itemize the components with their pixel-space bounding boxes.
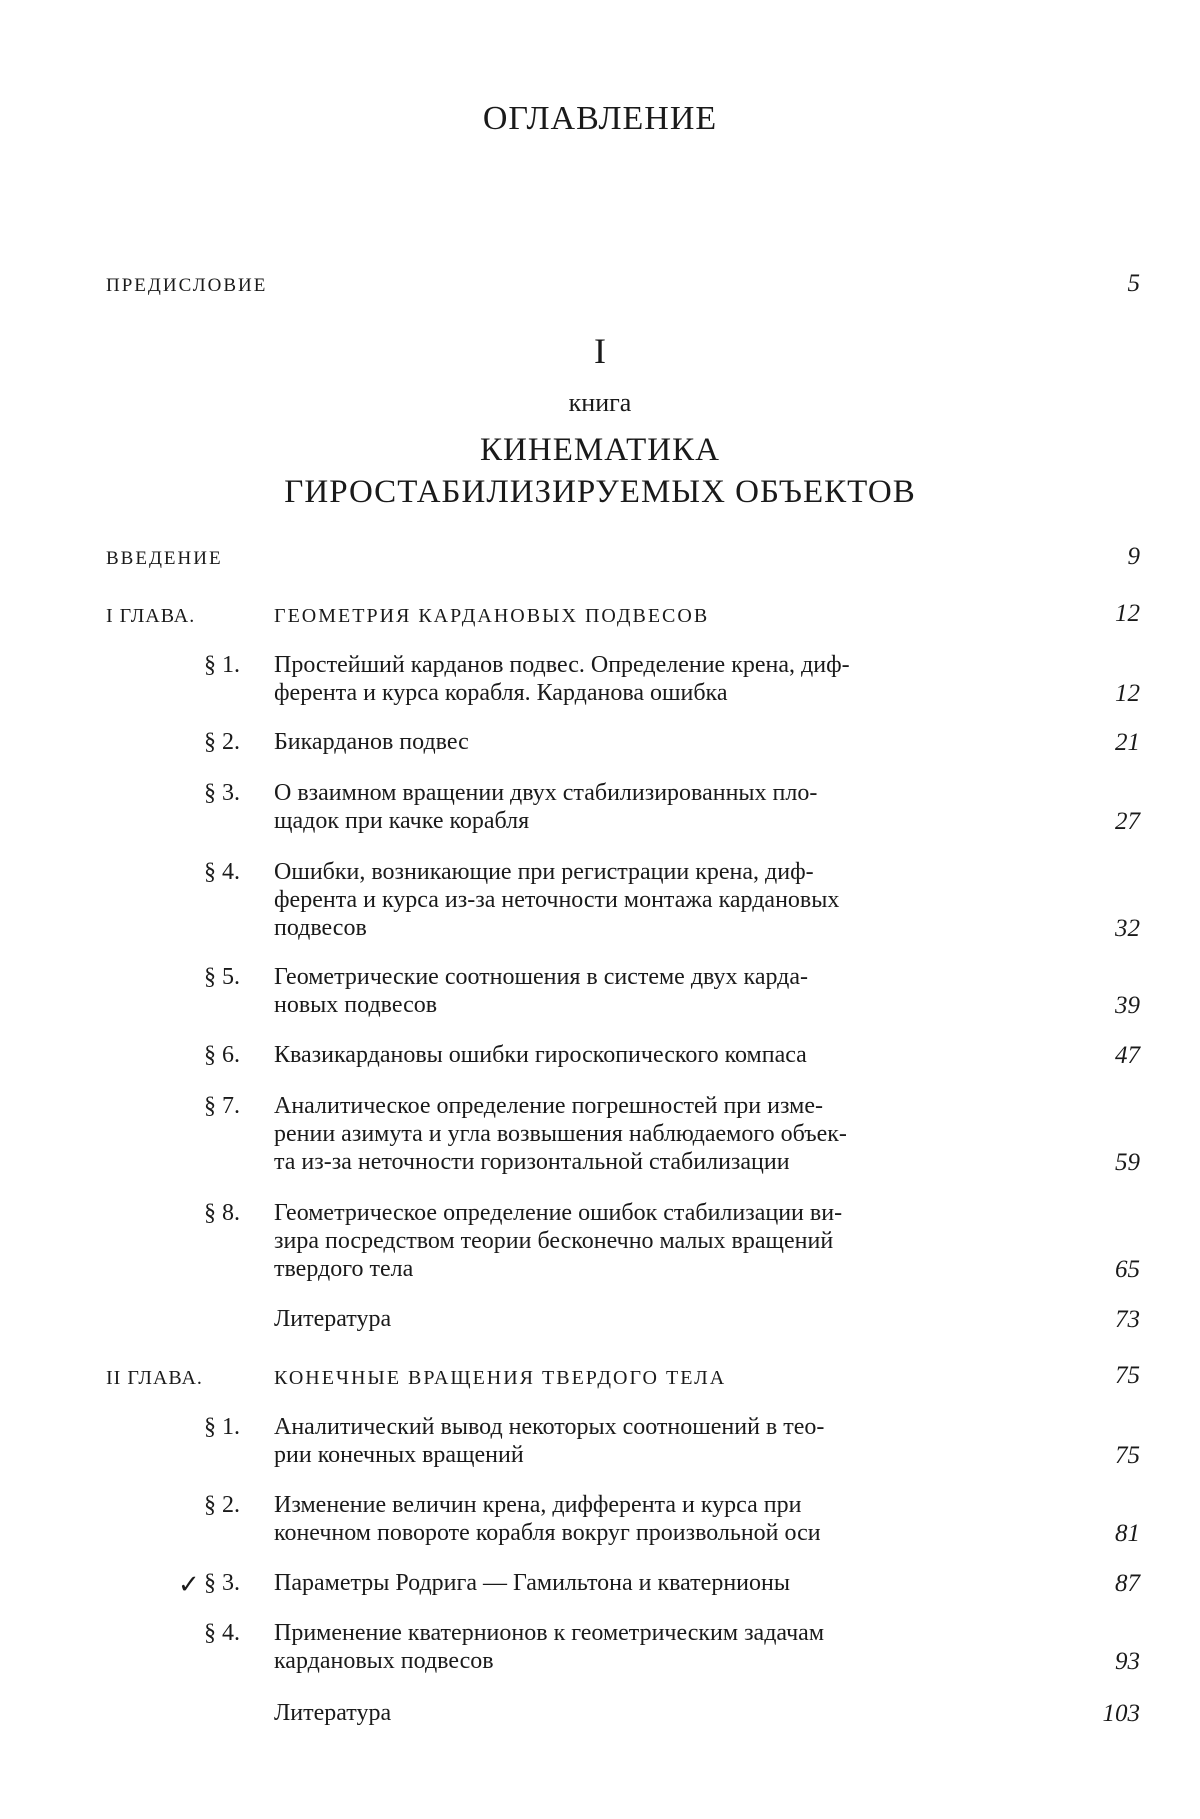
section-title-line: О взаимном вращении двух стабилизированных пло- [274,780,818,806]
section-page: 27 [1115,808,1140,835]
section-title-line: Простейший карданов подвес. Определение крена, диф- [274,652,850,678]
section-number: § 3. [204,780,240,806]
book-title-line2: ГИРОСТАБИЛИЗИРУЕМЫХ ОБЪЕКТОВ [284,474,916,510]
section-title-line: ферента и курса корабля. Карданова ошибка [274,680,728,706]
section-number: § 1. [204,1414,240,1440]
section-title-line: Аналитический вывод некоторых соотношений в тео- [274,1414,825,1440]
introduction-page: 9 [1127,543,1140,570]
literature-page: 73 [1115,1306,1140,1333]
literature-label: Литература [274,1700,392,1726]
section-number: § 7. [204,1093,240,1119]
section-page: 75 [1115,1442,1140,1469]
section-number: § 2. [204,729,240,755]
section-number: § 3. [204,1570,240,1596]
section-title-line: новых подвесов [274,992,438,1018]
section-title-line: ферента и курса из-за неточности монтажа кардановых [274,887,840,913]
section-title-line: кардановых подвесов [274,1648,494,1674]
section-number: § 8. [204,1200,240,1226]
section-page: 65 [1115,1256,1140,1283]
section-title-line: подвесов [274,915,367,941]
section-number: § 5. [204,964,240,990]
chapter-page: 12 [1115,600,1140,627]
section-title-line: Аналитическое определение погрешностей при изме- [274,1093,823,1119]
section-page: 21 [1115,729,1140,756]
section-number: § 6. [204,1042,240,1068]
book-number: I [594,331,606,371]
section-page: 12 [1115,680,1140,707]
section-number: § 2. [204,1492,240,1518]
literature-page: 103 [1102,1700,1140,1727]
section-title-line: Квазикардановы ошибки гироскопического компаса [274,1042,807,1068]
section-page: 87 [1115,1570,1140,1597]
page-title: ОГЛАВЛЕНИЕ [482,100,718,137]
section-page: 47 [1115,1042,1140,1069]
section-page: 39 [1115,992,1140,1019]
chapter-title: КОНЕЧНЫЕ ВРАЩЕНИЯ ТВЕРДОГО ТЕЛА [274,1367,727,1389]
section-title-line: рении азимута и угла возвышения наблюдаемого объек- [274,1121,847,1147]
section-number: § 1. [204,652,240,678]
preface-page: 5 [1127,270,1140,297]
section-title-line: та из-за неточности горизонтальной стабилизации [274,1149,790,1175]
section-page: 59 [1115,1149,1140,1176]
section-title-line: щадок при качке корабля [274,808,530,834]
section-title-line: рии конечных вращений [274,1442,524,1468]
chapter-label: II ГЛАВА. [106,1367,203,1389]
section-number: § 4. [204,1620,240,1646]
book-title-line1: КИНЕМАТИКА [480,432,720,468]
section-title-line: твердого тела [274,1256,414,1282]
preface-label: ПРЕДИСЛОВИЕ [106,275,268,296]
section-page: 32 [1115,915,1140,942]
chapter-page: 75 [1115,1362,1140,1389]
section-title-line: Геометрические соотношения в системе двух карда- [274,964,809,990]
book-word: книга [568,388,632,417]
section-page: 93 [1115,1648,1140,1675]
section-title-line: Параметры Родрига — Гамильтона и кватернионы [274,1570,790,1596]
section-title-line: Геометрическое определение ошибок стабилизации ви- [274,1200,843,1226]
introduction-label: ВВЕДЕНИЕ [106,548,223,569]
section-title-line: Изменение величин крена, дифферента и курса при [274,1492,802,1518]
section-title-line: Ошибки, возникающие при регистрации крена, диф- [274,859,814,885]
checkmark-icon: ✓ [178,1570,200,1599]
section-title-line: Применение кватернионов к геометрическим задачам [274,1620,825,1646]
section-page: 81 [1115,1520,1140,1547]
section-title-line: зира посредством теории бесконечно малых вращений [274,1228,834,1254]
chapter-title: ГЕОМЕТРИЯ КАРДАНОВЫХ ПОДВЕСОВ [274,605,710,627]
section-number: § 4. [204,859,240,885]
section-title-line: Бикарданов подвес [274,729,469,755]
literature-label: Литература [274,1306,392,1332]
section-title-line: конечном повороте корабля вокруг произвольной оси [274,1520,821,1546]
chapter-label: I ГЛАВА. [106,605,196,627]
